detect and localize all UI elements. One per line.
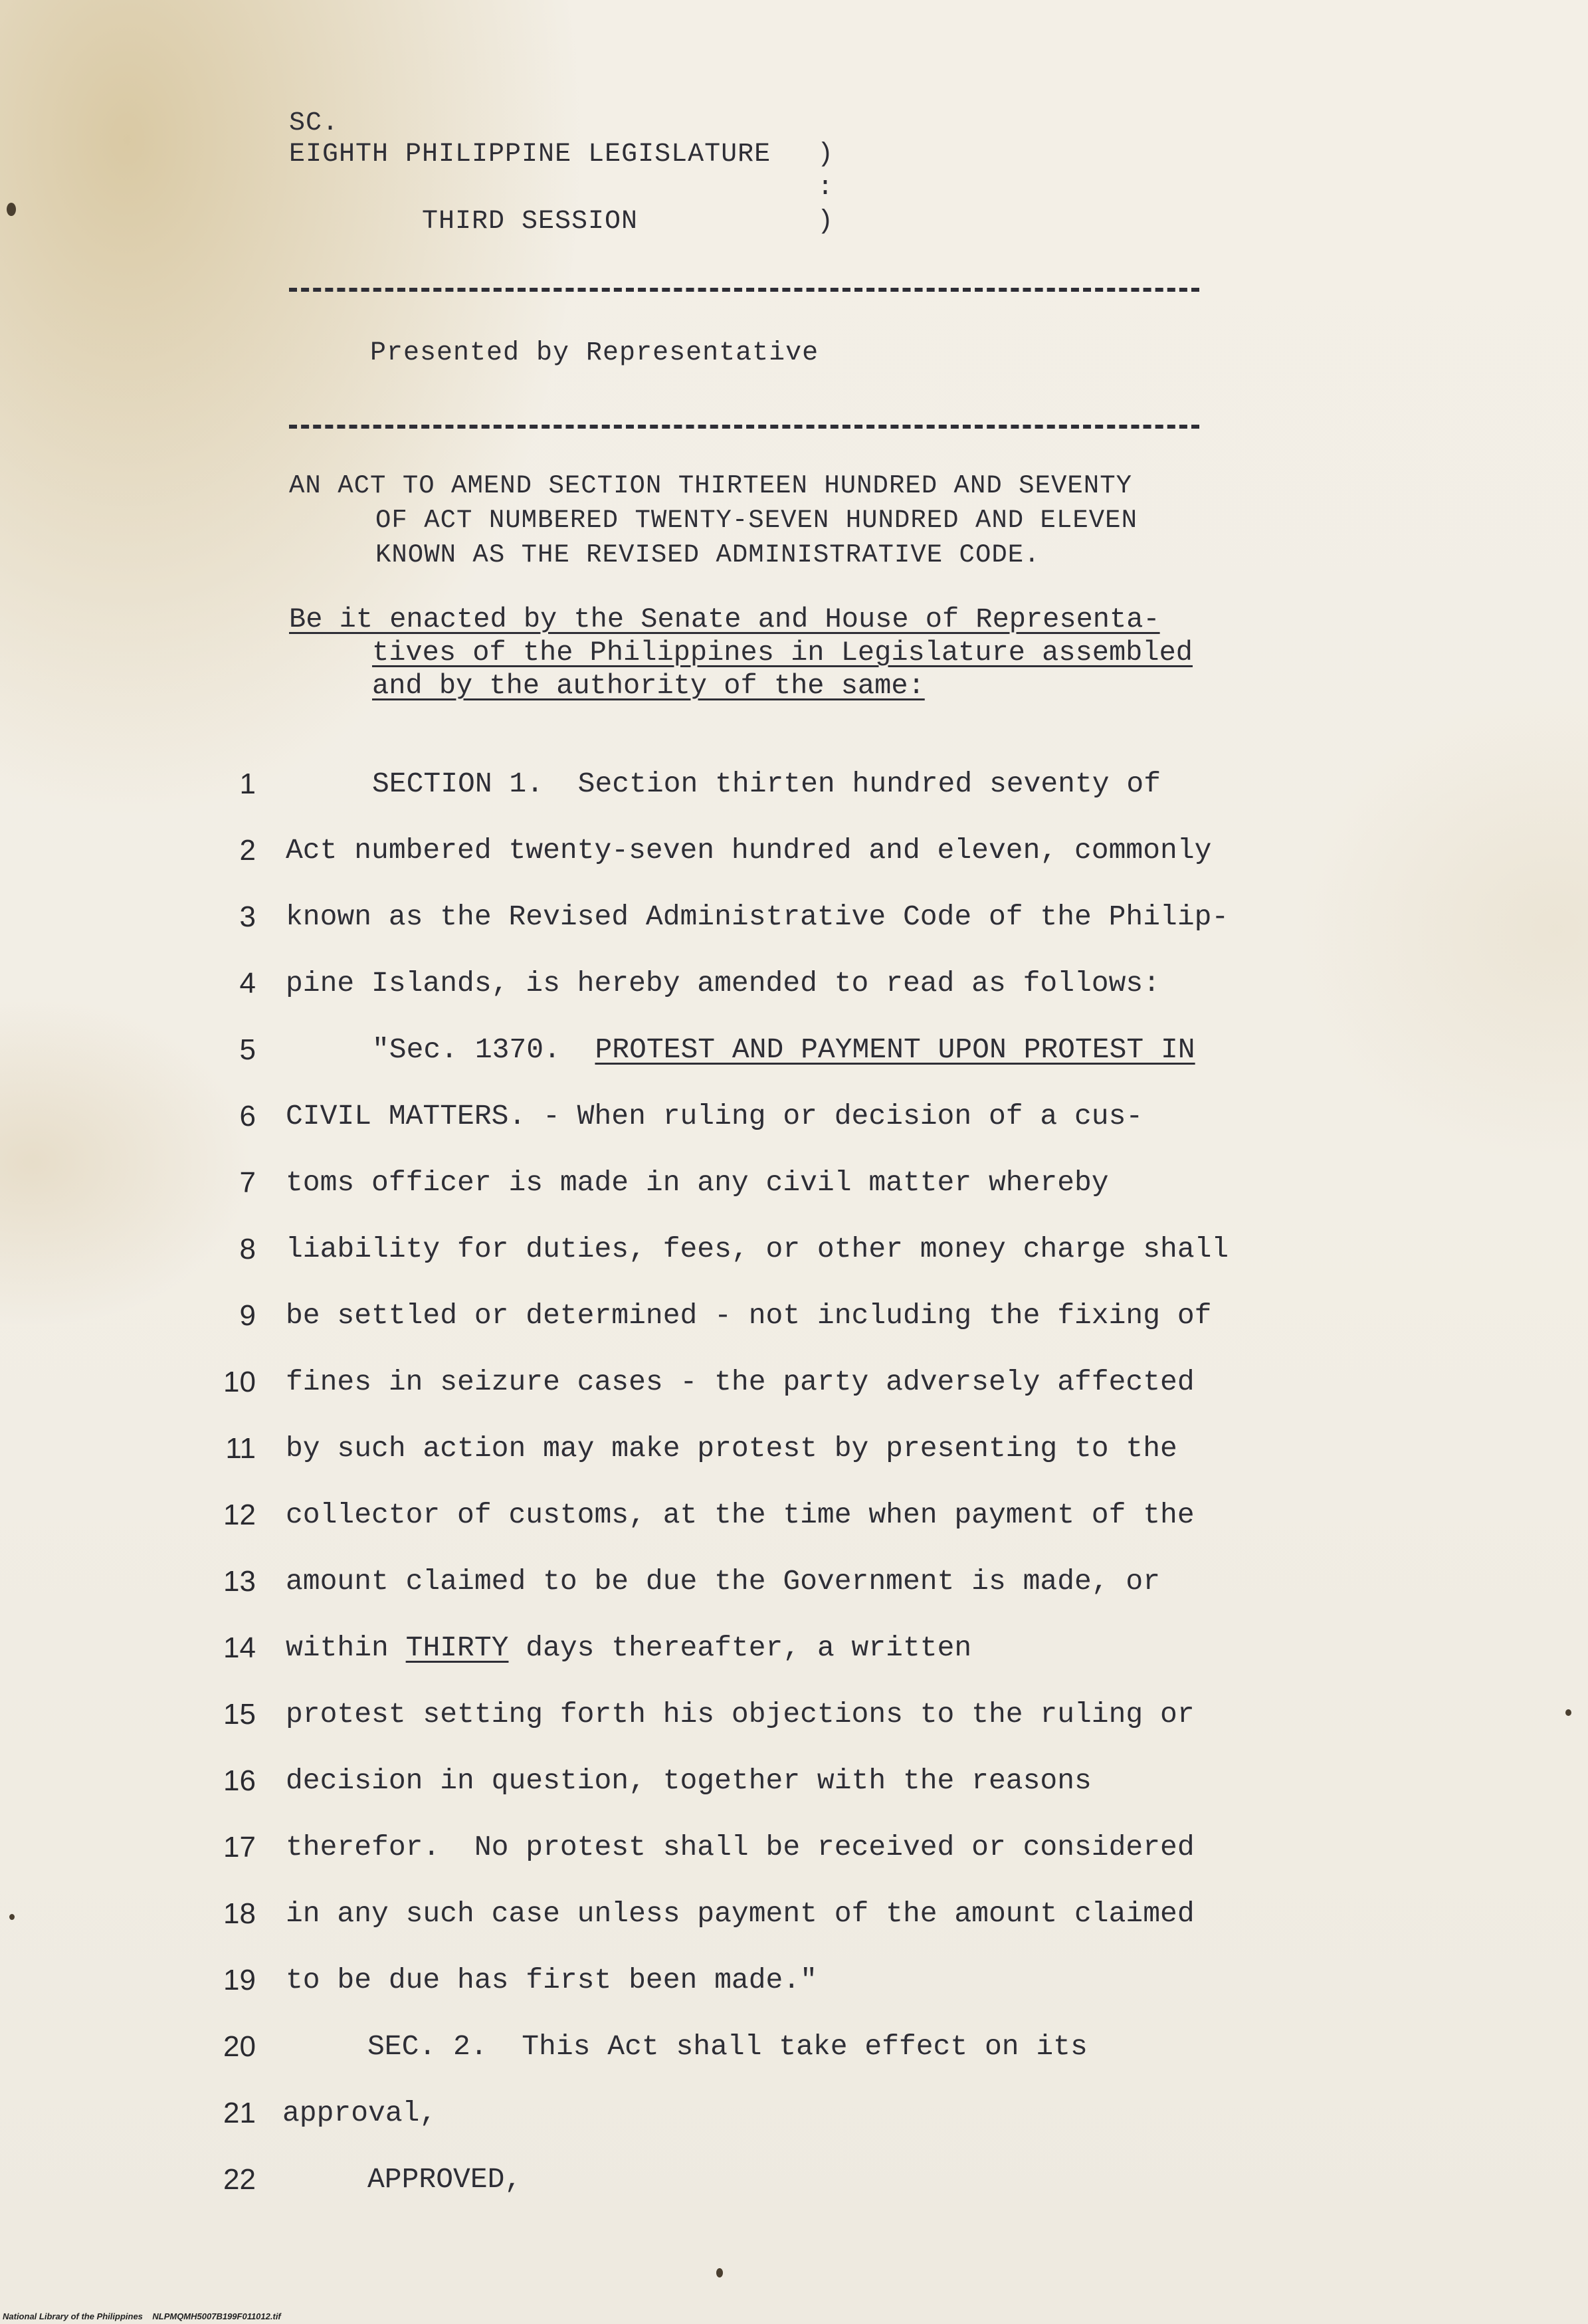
body-line: CIVIL MATTERS. - When ruling or decision of a cus-	[286, 1100, 1143, 1132]
body-line: SECTION 1. Section thirten hundred seventy of	[372, 768, 1161, 800]
header-paren-open: )	[817, 140, 835, 169]
section-heading-title: PROTEST AND PAYMENT UPON PROTEST IN	[595, 1033, 1195, 1066]
section-heading-number: "Sec. 1370.	[372, 1033, 595, 1066]
line-number: 8	[239, 1233, 256, 1265]
line-number: 4	[239, 967, 256, 1000]
body-line: liability for duties, fees, or other money charge shall	[286, 1233, 1229, 1265]
line-number: 17	[223, 1831, 256, 1863]
ink-speck	[716, 2268, 723, 2277]
body-line: toms officer is made in any civil matter whereby	[286, 1166, 1109, 1199]
line-number: 19	[223, 1964, 256, 1996]
legislature-name: EIGHTH PHILIPPINE LEGISLATURE	[289, 140, 771, 169]
line-number: 3	[239, 900, 256, 933]
line-number: 15	[223, 1698, 256, 1731]
body-line: collector of customs, at the time when payment of the	[286, 1499, 1195, 1531]
body-line: Act numbered twenty-seven hundred and eleven, commonly	[286, 834, 1212, 867]
line-number: 6	[239, 1100, 256, 1132]
line-number: 7	[239, 1166, 256, 1199]
line-number: 2	[239, 834, 256, 867]
header-paren-close: )	[817, 207, 835, 237]
body-line: by such action may make protest by presenting to the	[286, 1432, 1177, 1465]
body-line: approval,	[282, 2097, 437, 2129]
line-number: 22	[223, 2163, 256, 2196]
line-number: 21	[223, 2097, 256, 2129]
enacting-clause-line: and by the authority of the same:	[372, 670, 925, 702]
ink-speck	[7, 203, 16, 216]
line-number: 10	[223, 1366, 256, 1398]
body-line: therefor. No protest shall be received or considered	[286, 1831, 1195, 1863]
line-text: within	[286, 1632, 406, 1664]
body-line	[372, 1033, 1195, 1066]
body-line	[286, 1632, 971, 1664]
amended-term: THIRTY	[405, 1632, 509, 1664]
body-line: in any such case unless payment of the amount claimed	[286, 1897, 1195, 1930]
session-name: THIRD SESSION	[422, 207, 639, 237]
body-line: decision in question, together with the reasons	[286, 1764, 1092, 1797]
body-line: fines in seizure cases - the party adversely affected	[286, 1366, 1195, 1398]
line-number: 16	[223, 1764, 256, 1797]
body-line: to be due has first been made."	[286, 1964, 817, 1996]
line-number: 12	[223, 1499, 256, 1531]
archive-footer: National Library of the Philippines NLPMQMH5007B199F011012.tif	[3, 2311, 281, 2321]
line-number: 5	[239, 1033, 256, 1066]
line-number: 13	[223, 1565, 256, 1598]
line-number: 14	[223, 1632, 256, 1664]
body-line: pine Islands, is hereby amended to read as follows:	[286, 967, 1161, 1000]
body-line: be settled or determined - not including the fixing of	[286, 1299, 1212, 1332]
line-number: 1	[239, 768, 256, 800]
enacting-clause-line: Be it enacted by the Senate and House of Representa-	[289, 603, 1160, 635]
presented-by: Presented by Representative	[370, 338, 819, 368]
ink-speck	[9, 1914, 15, 1920]
divider-top	[289, 288, 1199, 292]
act-title-line: AN ACT TO AMEND SECTION THIRTEEN HUNDRED AND SEVENTY	[289, 471, 1132, 500]
act-title-line: KNOWN AS THE REVISED ADMINISTRATIVE CODE.	[375, 540, 1041, 570]
bill-code: SC.	[289, 108, 340, 138]
header-colon: :	[817, 173, 835, 203]
body-line: known as the Revised Administrative Code of the Philip-	[286, 900, 1229, 933]
ink-speck	[1565, 1709, 1571, 1716]
line-number: 18	[223, 1897, 256, 1930]
act-title-line: OF ACT NUMBERED TWENTY-SEVEN HUNDRED AND ELEVEN	[375, 506, 1138, 535]
divider-bottom	[289, 425, 1199, 429]
line-number: 11	[225, 1432, 256, 1465]
body-line: protest setting forth his objections to the ruling or	[286, 1698, 1195, 1731]
body-line: APPROVED,	[367, 2163, 522, 2196]
body-line: amount claimed to be due the Government is made, or	[286, 1565, 1161, 1598]
line-number: 9	[239, 1299, 256, 1332]
enacting-clause-line: tives of the Philippines in Legislature assembled	[372, 637, 1193, 669]
line-text: days thereafter, a written	[508, 1632, 972, 1664]
body-line: SEC. 2. This Act shall take effect on its	[367, 2030, 1088, 2063]
line-number: 20	[223, 2030, 256, 2063]
